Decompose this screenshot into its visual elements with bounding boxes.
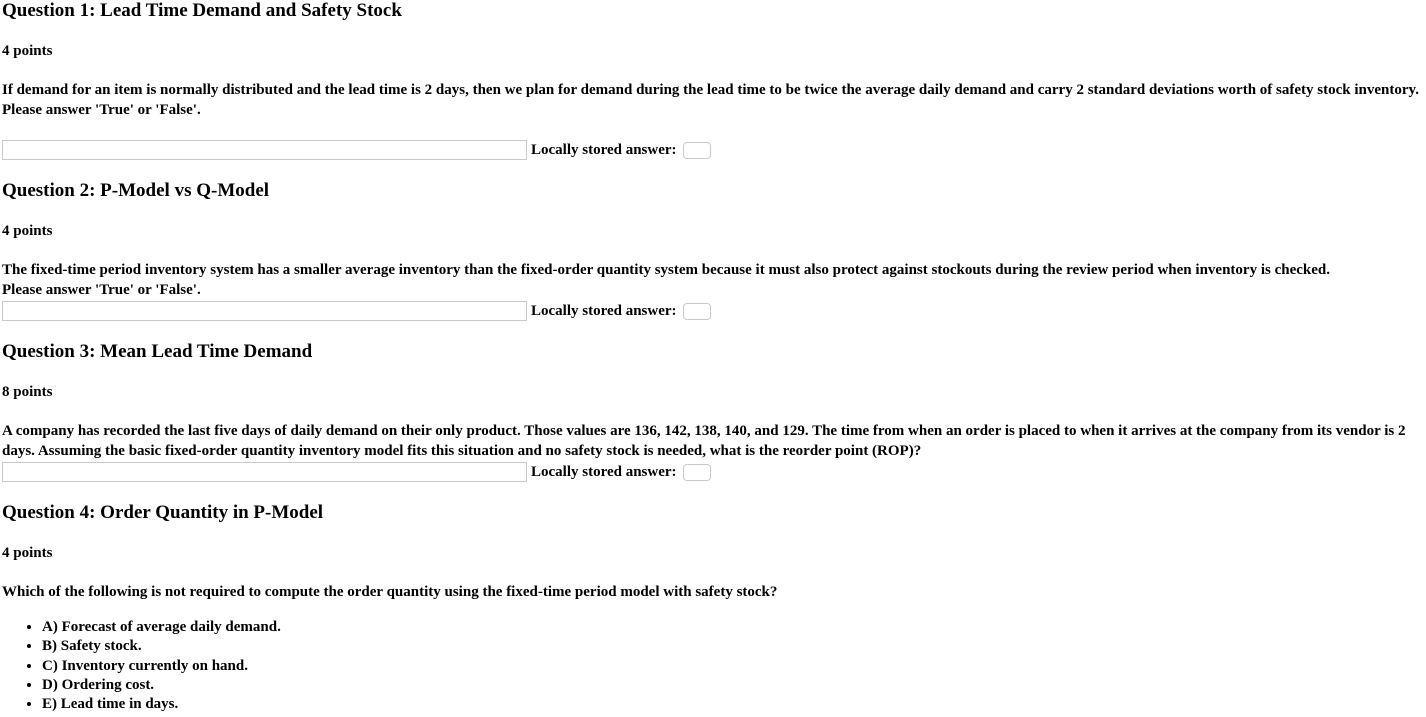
- question-3-answer-input[interactable]: [2, 462, 527, 482]
- question-2-text: [2, 261, 1422, 300]
- question-1-title: Question 1: Lead Time Demand and Safety Stock: [2, 0, 402, 21]
- question-1-text: [2, 81, 1422, 120]
- question-4-option-e: • E) Lead time in days.: [42, 695, 281, 714]
- question-1-body: If demand for an item is normally distributed and the lead time is 2 days, then we plan for demand during the lead time to be twice the average daily demand and carry 2 standard deviations worth of safety stock inventory.: [2, 82, 1419, 98]
- question-3-answer-row: [2, 461, 711, 483]
- question-4-option-b: • B) Safety stock.: [42, 637, 281, 656]
- question-2-instruction: Please answer 'True' or 'False'.: [2, 281, 201, 298]
- question-4-points: 4 points: [2, 545, 53, 561]
- question-3-stored-answer-box: [683, 464, 711, 481]
- question-2-title: Question 2: P-Model vs Q-Model: [2, 180, 270, 201]
- question-3-points: 8 points: [2, 384, 53, 400]
- question-1-points: 4 points: [2, 43, 53, 59]
- question-4-option-c: • C) Inventory currently on hand.: [42, 657, 281, 676]
- question-3-title: Question 3: Mean Lead Time Demand: [2, 341, 313, 362]
- question-1-stored-answer-box: [683, 142, 711, 159]
- question-1-answer-row: [2, 139, 711, 161]
- question-1-stored-label: Locally stored answer:: [531, 141, 677, 158]
- question-2-points: 4 points: [2, 223, 53, 239]
- question-4-option-d: • D) Ordering cost.: [42, 676, 281, 695]
- question-2-body: The fixed-time period inventory system has a smaller average inventory than the fixed-order quantity system because it must also protect against stockouts during the review period when inventory is checked.: [2, 262, 1330, 278]
- question-4-options: [2, 618, 281, 714]
- question-3-stored-label: Locally stored answer:: [531, 463, 677, 480]
- question-3-text: A company has recorded the last five days of daily demand on their only product. Those values are 136, 142, 138, 140, and 129. The time from when an order is placed to when it arrives at the company from its vendor is 2 days. Assuming the basic fixed-order quantity inventory model fits this situation and no safety stock is needed, what is the reorder point (ROP)?: [2, 423, 1406, 459]
- question-1-instruction: Please answer 'True' or 'False'.: [2, 101, 201, 118]
- question-4-option-a: • A) Forecast of average daily demand.: [42, 618, 281, 637]
- question-2-answer-row: [2, 300, 711, 322]
- question-1-answer-input[interactable]: [2, 140, 527, 160]
- question-2-answer-input[interactable]: [2, 301, 527, 321]
- question-2-stored-label: Locally stored answer:: [531, 302, 677, 319]
- question-2-stored-answer-box: [683, 303, 711, 320]
- question-4-title: Question 4: Order Quantity in P-Model: [2, 502, 324, 523]
- question-4-text: Which of the following is not required to compute the order quantity using the fixed-time period model with safety stock?: [2, 584, 778, 600]
